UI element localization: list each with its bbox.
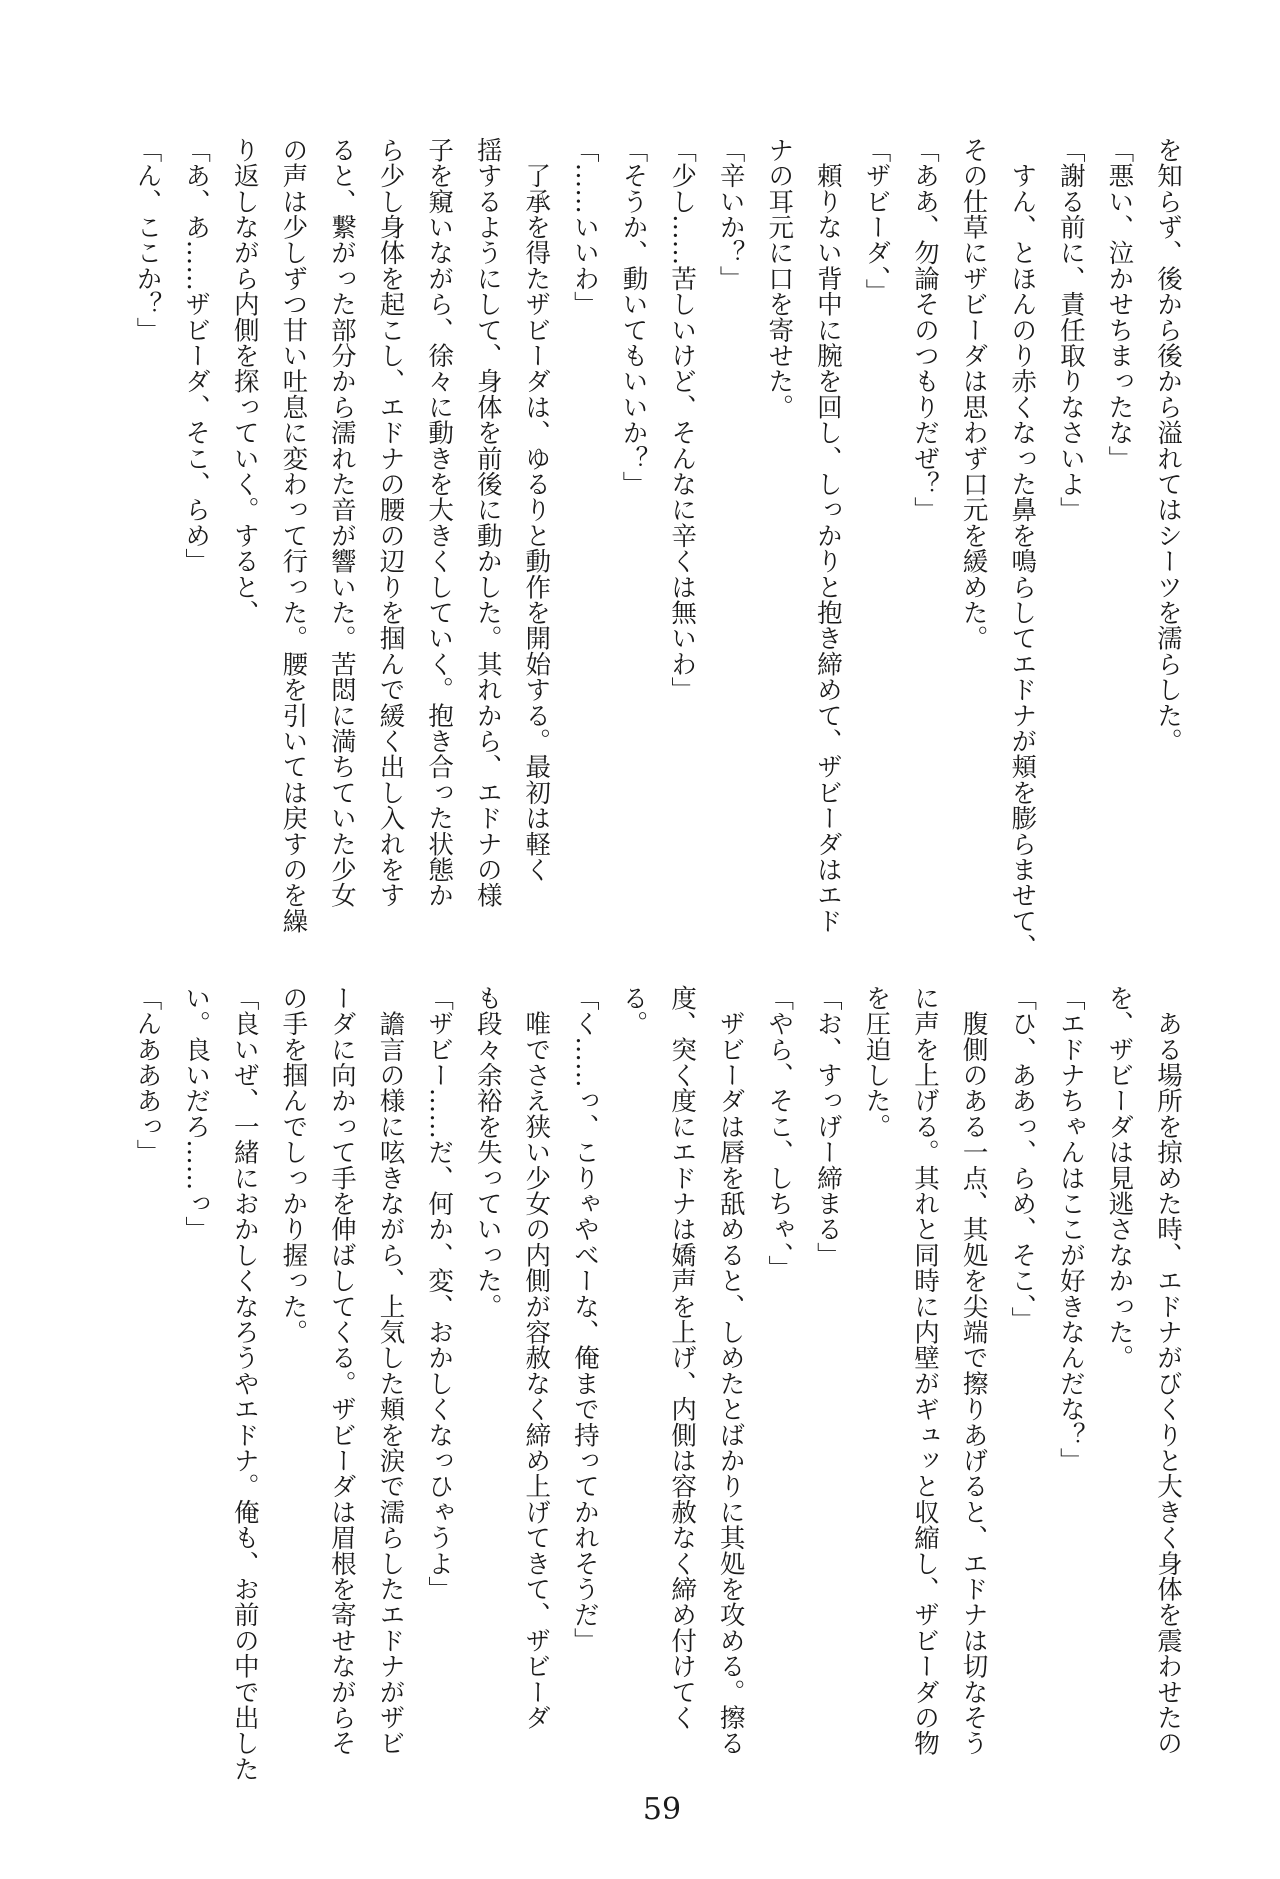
text-line: 譫言の様に呟きながら、上気した頬を涙で濡らしたエドナがザビ xyxy=(375,985,406,1756)
text-line: 「少し……苦しいけど、そんなに辛くは無いわ」 xyxy=(667,137,698,703)
text-line: も段々余裕を失っていった。 xyxy=(472,985,503,1320)
text-line: り返しながら内側を探っていく。すると、 xyxy=(229,137,260,626)
text-line: る。 xyxy=(618,985,649,1037)
text-line: 唯でさえ狭い少女の内側が容赦なく締め上げてきて、ザビーダ xyxy=(521,985,552,1731)
text-line: 「やら、そこ、しちゃ、」 xyxy=(764,985,795,1281)
text-line: 子を窺いながら、徐々に動きを大きくしていく。抱き合った状態か xyxy=(424,137,455,908)
text-line: 「謝る前に、責任取りなさいよ」 xyxy=(1055,137,1086,523)
text-line: ある場所を掠めた時、エドナがびくりと大きく身体を震わせたの xyxy=(1153,985,1183,1756)
text-line: 「悪い、泣かせちまったな」 xyxy=(1104,137,1135,472)
text-line: その仕草にザビーダは思わず口元を緩めた。 xyxy=(958,137,989,651)
text-line: 「んあああっ」 xyxy=(132,985,163,1165)
text-line: 了承を得たザビーダは、ゆるりと動作を開始する。最初は軽く xyxy=(521,137,552,883)
text-line: 「ザビー……だ、何か、変、おかしくなっひゃうよ」 xyxy=(424,985,455,1602)
text-line: 「ひ、ああっ、らめ、そこ、」 xyxy=(1007,985,1038,1333)
text-line: を、ザビーダは見逃さなかった。 xyxy=(1104,985,1135,1371)
text-line: すん、とほんのり赤くなった鼻を鳴らしてエドナが頬を膨らませて、 xyxy=(1007,137,1038,960)
page-number: 59 xyxy=(642,1792,682,1827)
text-line: 腹側のある一点、其処を尖端で擦りあげると、エドナは切なそう xyxy=(958,985,989,1756)
text-line: 度、突く度にエドナは嬌声を上げ、内側は容赦なく締め付けてく xyxy=(667,985,698,1731)
text-line: 「そうか、動いてもいいか？」 xyxy=(618,137,649,497)
text-line: 「ザビーダ、」 xyxy=(861,137,892,305)
text-line: 「辛いか？」 xyxy=(715,137,746,292)
text-line: ザビーダは唇を舐めると、しめたとばかりに其処を攻める。擦る xyxy=(715,985,746,1756)
text-line: に声を上げる。其れと同時に内壁がギュッと収縮し、ザビーダの物 xyxy=(910,985,941,1756)
text-line: ーダに向かって手を伸ばしてくる。ザビーダは眉根を寄せながらそ xyxy=(326,985,357,1756)
text-line: の声は少しずつ甘い吐息に変わって行った。腰を引いては戻すのを繰 xyxy=(278,137,309,934)
text-line: を知らず、後から後から溢れてはシーツを濡らした。 xyxy=(1153,137,1183,754)
text-line: い。良いだろ……っ」 xyxy=(181,985,212,1242)
text-line: 「……いいわ」 xyxy=(569,137,600,317)
text-line: を圧迫した。 xyxy=(861,985,892,1140)
text-line: 「良いぜ、一緒におかしくなろうやエドナ。俺も、お前の中で出した xyxy=(229,985,260,1782)
text-line: 揺するようにして、身体を前後に動かした。其れから、エドナの様 xyxy=(472,137,503,908)
text-line: 「エドナちゃんはここが好きなんだな？」 xyxy=(1055,985,1086,1474)
text-line: ナの耳元に口を寄せた。 xyxy=(764,137,795,420)
text-line: ると、繋がった部分から濡れた音が響いた。苦悶に満ちていた少女 xyxy=(326,137,357,908)
text-line: 「く……っ、こりゃやべーな、俺まで持ってかれそうだ」 xyxy=(569,985,600,1654)
text-line: 「あ、あ……ザビーダ、そこ、らめ」 xyxy=(181,137,212,574)
text-line: 「お、すっげー締まる」 xyxy=(812,985,843,1268)
text-line: 「ああ、勿論そのつもりだぜ？」 xyxy=(910,137,941,523)
lower-text-block xyxy=(122,985,1192,1785)
text-line: ら少し身体を起こし、エドナの腰の辺りを掴んで緩く出し入れをす xyxy=(375,137,406,908)
upper-text-block xyxy=(122,137,1192,960)
text-line: 「ん、ここか？」 xyxy=(132,137,163,343)
text-line: 頼りない背中に腕を回し、しっかりと抱き締めて、ザビーダはエド xyxy=(812,137,843,934)
text-line: の手を掴んでしっかり握った。 xyxy=(278,985,309,1345)
